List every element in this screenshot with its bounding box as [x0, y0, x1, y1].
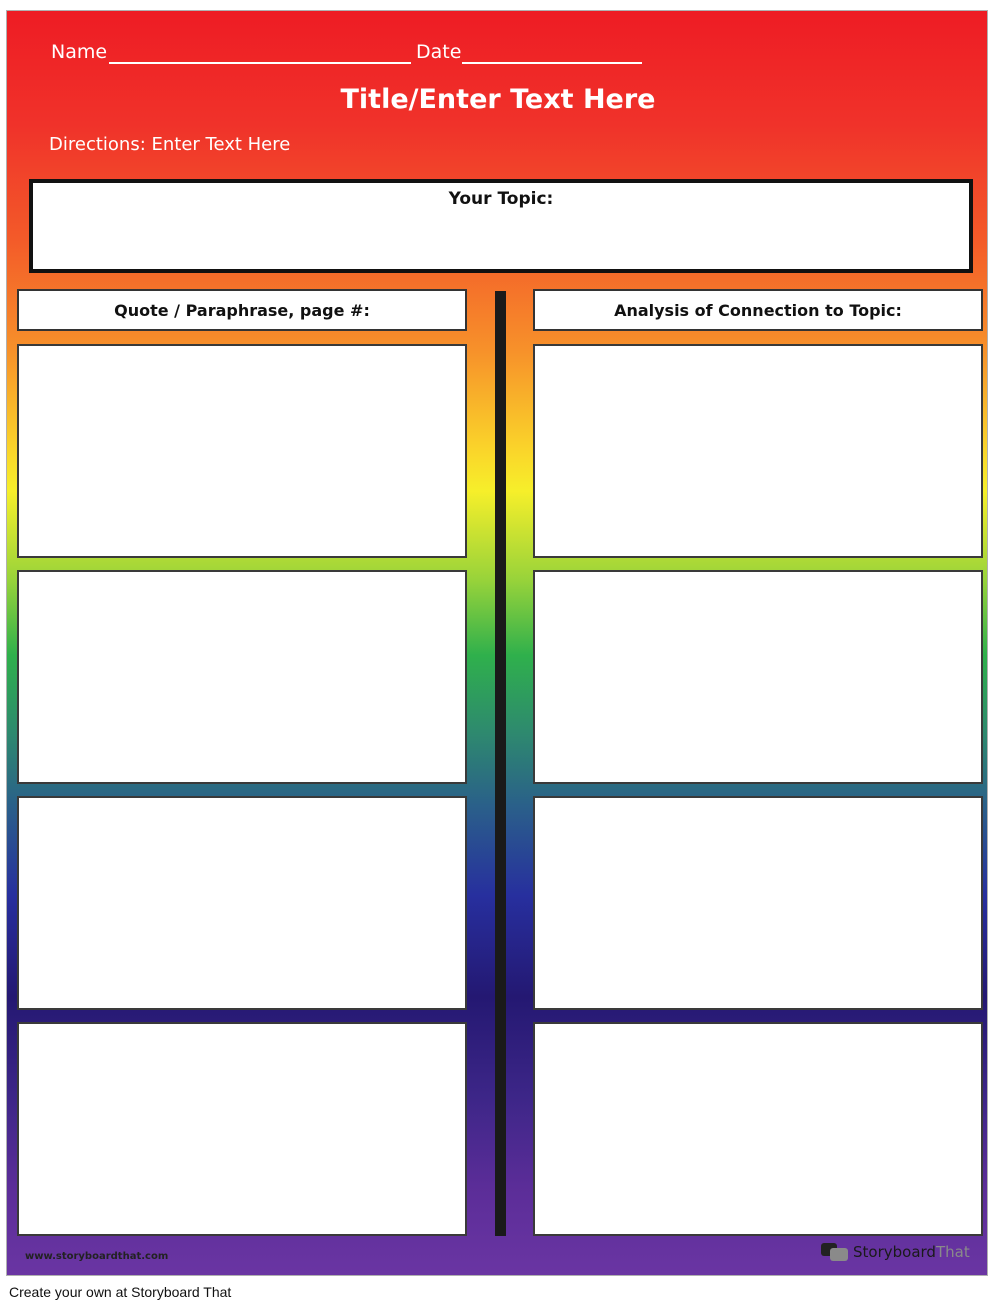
logo-text-that: That — [935, 1243, 970, 1261]
quote-cell-3[interactable] — [17, 796, 467, 1010]
directions-text[interactable]: Directions: Enter Text Here — [49, 134, 291, 155]
analysis-cell-1[interactable] — [533, 344, 983, 558]
analysis-column-header: Analysis of Connection to Topic: — [533, 289, 983, 331]
quote-cell-1[interactable] — [17, 344, 467, 558]
name-field[interactable] — [109, 62, 411, 64]
topic-box[interactable] — [29, 179, 973, 273]
date-field[interactable] — [462, 62, 642, 64]
footer-credit[interactable]: Create your own at Storyboard That — [9, 1284, 232, 1300]
worksheet — [6, 10, 988, 1276]
website-url: www.storyboardthat.com — [25, 1251, 169, 1262]
analysis-cell-2[interactable] — [533, 570, 983, 784]
speech-bubbles-icon — [821, 1241, 849, 1263]
worksheet-title[interactable]: Title/Enter Text Here — [340, 84, 656, 115]
quote-column-header: Quote / Paraphrase, page #: — [17, 289, 467, 331]
storyboardthat-logo — [821, 1241, 970, 1263]
topic-label: Your Topic: — [448, 189, 554, 209]
column-divider — [495, 291, 506, 1236]
logo-text-story: Storyboard — [853, 1243, 936, 1261]
analysis-cell-3[interactable] — [533, 796, 983, 1010]
quote-cell-2[interactable] — [17, 570, 467, 784]
logo-text — [853, 1243, 970, 1261]
name-label: Name — [51, 41, 108, 63]
analysis-cell-4[interactable] — [533, 1022, 983, 1236]
quote-cell-4[interactable] — [17, 1022, 467, 1236]
date-label: Date — [416, 41, 462, 63]
